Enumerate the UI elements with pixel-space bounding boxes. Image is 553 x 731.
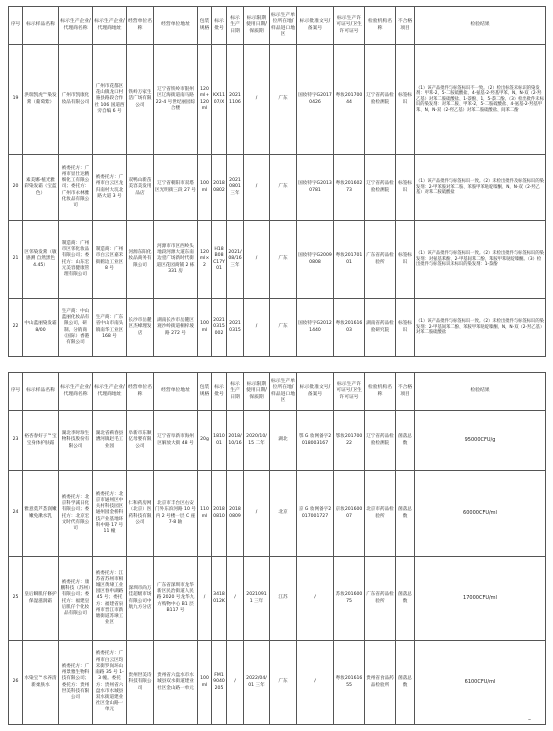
header-cell: 标示生产企业/代理商名称 bbox=[59, 7, 93, 45]
cell-expiry: / bbox=[244, 155, 270, 221]
cell-spec: 120ml+120ml bbox=[198, 45, 212, 155]
cell-name: 雅意莫芦荟润嫩嫩免漱水乳 bbox=[23, 471, 59, 557]
cell-license: 京妆20160007 bbox=[334, 471, 365, 557]
header-cell: 标示生产企业/代理商地址 bbox=[93, 373, 127, 411]
cell-expiry: 20210911 三年 bbox=[244, 557, 270, 641]
cell-no: 22 bbox=[9, 299, 23, 357]
header-cell: 标示限期使用日期/保质期 bbox=[244, 373, 270, 411]
cell-expiry: 2022/04/01 三年 bbox=[244, 641, 270, 725]
cell-date: 20210801 三年 bbox=[227, 155, 244, 221]
cell-lab: 辽宁省药品检验检测院 bbox=[365, 155, 396, 221]
header-cell: 不合格项目 bbox=[396, 373, 415, 411]
table-row bbox=[9, 641, 546, 725]
cell-shop: 河源东阳化妆品商务有限公司 bbox=[127, 221, 154, 299]
cell-maker: 制造商：广州市区邻化妆品有限公司；委托方：山东宏元美容健康管理有限公司 bbox=[59, 221, 93, 299]
cell-lab: 广东省药品检验所 bbox=[365, 221, 396, 299]
cell-approval: 国妆特字G20121440 bbox=[297, 299, 334, 357]
cell-batch: 181001 bbox=[212, 411, 227, 471]
cell-origin: 湖北 bbox=[270, 411, 297, 471]
cell-result: 95000CFU/g bbox=[415, 411, 546, 471]
cell-license: 粤妆20161603 bbox=[334, 299, 365, 357]
cell-license: 粤妆20161655 bbox=[334, 641, 365, 725]
cell-no: 19 bbox=[9, 45, 23, 155]
header-cell: 包装规格 bbox=[198, 373, 212, 411]
cell-maker: 生产商：中山蓝丽化妆品有限公司，研制、分销商（国际）香港有限公司 bbox=[59, 299, 93, 357]
cell-fail: 菌落总数 bbox=[396, 411, 415, 471]
header-cell: 标示生产单位所在地/样品进口地区 bbox=[270, 373, 297, 411]
header-cell: 标示生产许可证号/卫生许可证号 bbox=[334, 7, 365, 45]
cell-shop: 铁岭万家生活广场有限公司 bbox=[127, 45, 154, 155]
document-page-bottom bbox=[8, 372, 545, 727]
header-cell: 经营单位名称 bbox=[127, 373, 154, 411]
cell-origin: 广东 bbox=[270, 155, 297, 221]
table-row bbox=[9, 45, 546, 155]
cell-result: 6100CFU/ml bbox=[415, 641, 546, 725]
cell-lab: 北京市药品检验所 bbox=[365, 471, 396, 557]
cell-batch: 3418012K bbox=[212, 557, 227, 641]
cell-batch: 20180802 bbox=[212, 155, 227, 221]
cell-fail: 菌落总数 bbox=[396, 471, 415, 557]
cell-maker-addr: 制造商：广州市白云区嘉禾街鹤边工业区 8 号 bbox=[93, 221, 127, 299]
cell-name: 裕杏春好子™宝宝身体护肤霜 bbox=[23, 411, 59, 471]
table-row bbox=[9, 155, 546, 221]
header-cell: 检验结果 bbox=[415, 7, 546, 45]
header-cell: 经营单位名称 bbox=[127, 7, 154, 45]
cell-spec: 100ml bbox=[198, 641, 212, 725]
cell-shop: 长沙市岳麓区杰峰理发店 bbox=[127, 299, 154, 357]
table-header-row bbox=[9, 7, 546, 45]
header-cell: 标示生产日期 bbox=[227, 7, 244, 45]
cell-name: 区邻染发膏（敏感测 自然黑色 4.45） bbox=[23, 221, 59, 299]
cell-license: 粤妆20170044 bbox=[334, 45, 365, 155]
cell-fail: 标签标识 bbox=[396, 45, 415, 155]
cell-batch: FM19040205 bbox=[212, 641, 227, 725]
cell-license: 鄂妆20170022 bbox=[334, 411, 365, 471]
cell-date: 2018/10/16 bbox=[227, 411, 244, 471]
cell-maker: 被委托方：广州景雅生物科技有限公司；委托方：贵州世美科技有限公司 bbox=[59, 641, 93, 725]
cell-approval: 鄂 G 妆网备字2018003167 bbox=[297, 411, 334, 471]
cell-result: 60000CFU/ml bbox=[415, 471, 546, 557]
cell-fail: 标签标识 bbox=[396, 155, 415, 221]
header-cell: 经营单位地址 bbox=[154, 7, 198, 45]
cell-shop-addr: 广东省深圳市龙华新区民治街道人民路 2020 号龙华九方购物中心 B1 层 B117 号 bbox=[154, 557, 198, 641]
cell-name: 中山蓝丽染发霜 8/00 bbox=[23, 299, 59, 357]
cell-approval: 国妆特字G20130781 bbox=[297, 155, 334, 221]
cell-lab: 贵州省食品药品检验所 bbox=[365, 641, 396, 725]
header-cell: 标示样品名称 bbox=[23, 373, 59, 411]
cell-spec: 100ml bbox=[198, 299, 212, 357]
cell-result: （1）该产品批件与标签标识一致。（2）未检出批件及标签标识的染发剂：2-甲苯胺对苯二胺、苯胺甲苯哒啶嗪酮、N，N-双（2-羟乙基）对苯二胺硫酸盐 bbox=[415, 155, 546, 221]
cell-maker-addr: 被委托方：江苏省苏州市相城区黄埭工业园区春申湖路 45 号；委托方：福建省泉州市晋江市新塘街道苏埭工业区 bbox=[93, 557, 127, 641]
cell-maker-addr: 广州市花都区花山镇龙口村骆县路段合作社 106 国道西旁自编 6 号 bbox=[93, 45, 127, 155]
table-row bbox=[9, 471, 546, 557]
cell-maker: 被委托方：康鹏科技（苏州）有限公司；委托方：福建皇后肌仔个化妆品有限公司 bbox=[59, 557, 93, 641]
cell-expiry: / bbox=[244, 45, 270, 155]
header-cell: 检验机构名称 bbox=[365, 7, 396, 45]
cell-shop: 仁和药房网（北京）医药科技有限公司 bbox=[127, 471, 154, 557]
cell-origin: 北京 bbox=[270, 471, 297, 557]
cell-spec: 120ml×2 bbox=[198, 221, 212, 299]
cell-no: 20 bbox=[9, 155, 23, 221]
header-cell: 标示批号 bbox=[212, 373, 227, 411]
header-cell: 检验结果 bbox=[415, 373, 546, 411]
cell-origin: 广东 bbox=[270, 299, 297, 357]
header-cell: 序号 bbox=[9, 7, 23, 45]
cell-no: 21 bbox=[9, 221, 23, 299]
header-cell: 经营单位地址 bbox=[154, 373, 198, 411]
cell-spec: 100ml bbox=[198, 155, 212, 221]
cell-date: / bbox=[227, 557, 244, 641]
cell-result: （1）该产品批件与标签标识不一致。（2）检出标签未标识的染发剂：甲苯-2，5-二胺硫酸盐、4-氨基-2-羟基甲苯、N，N-双（2-羟乙基）对苯二胺硫酸盐、1-萘酚、1，5-萘二酚。（3）检出批件未标识的染发剂：对苯二胺、甲苯-2，5-二胺硫酸盐、4-氨基-2-羟基甲苯、N，N-双（2-羟乙基）对苯二胺硫酸盐、间苯二酚 bbox=[415, 45, 546, 155]
cell-shop-addr: 河源市市区西岭头地段河源大道东南边壹广场新时代街道区花园商铺 2 栋 331 房 bbox=[154, 221, 198, 299]
header-cell: 标示批号 bbox=[212, 7, 227, 45]
cell-date: 20210315 bbox=[227, 299, 244, 357]
cell-spec: 20g bbox=[198, 411, 212, 471]
cell-expiry: / bbox=[244, 471, 270, 557]
cell-lab: 辽宁省药品检验检测院 bbox=[365, 45, 396, 155]
cell-shop-addr: 贵州省六盘水市水城县双水街道建业社区金山路一单元 bbox=[154, 641, 198, 725]
cell-license: 粤妆20160273 bbox=[334, 155, 365, 221]
cell-expiry: 2020/10/15 二年 bbox=[244, 411, 270, 471]
cell-maker: 被委托方：广州市显仕达精细化工有限公司；委托方：广州市永林雅化妆品有限公司 bbox=[59, 155, 93, 221]
cell-approval: 国妆特字G20090808 bbox=[297, 221, 334, 299]
cell-batch: 20180810 bbox=[212, 471, 227, 557]
header-cell: 标示批准文号/备案号 bbox=[297, 373, 334, 411]
cell-batch: 20210315002 bbox=[212, 299, 227, 357]
page-gap bbox=[0, 358, 553, 372]
cell-name: 洪瑞凯虎™染发膏（葡萄紫） bbox=[23, 45, 59, 155]
cell-approval: / bbox=[297, 557, 334, 641]
cell-origin: 江苏 bbox=[270, 557, 297, 641]
inspection-table-bottom bbox=[8, 372, 546, 725]
cell-date: 2021/08/16 三年 bbox=[227, 221, 244, 299]
header-cell: 标示限期使用日期/保质期 bbox=[244, 7, 270, 45]
cell-origin: 广东 bbox=[270, 641, 297, 725]
cell-fail: 菌落总数 bbox=[396, 557, 415, 641]
cell-no: 23 bbox=[9, 411, 23, 471]
cell-shop-addr: 辽宁省朝阳市双塔区光明街三段 27 号 bbox=[154, 155, 198, 221]
cell-approval: 京 G 妆网备字2017001727 bbox=[297, 471, 334, 557]
cell-maker-addr: 生产商：广东省中山市南头镇南华工业区 168 号 bbox=[93, 299, 127, 357]
header-cell: 标示生产企业/代理商地址 bbox=[93, 7, 127, 45]
table-row bbox=[9, 557, 546, 641]
cell-approval: 国妆特字G20170426 bbox=[297, 45, 334, 155]
cell-maker: 湖北李时珍生物科技股份有限公司 bbox=[59, 411, 93, 471]
cell-date: 20180809 bbox=[227, 471, 244, 557]
header-cell: 包装规格 bbox=[198, 7, 212, 45]
header-cell: 标示生产单位所在地/样品进口地区 bbox=[270, 7, 297, 45]
cell-date: 20211106 bbox=[227, 45, 244, 155]
cell-expiry: / bbox=[244, 299, 270, 357]
cell-no: 24 bbox=[9, 471, 23, 557]
table-header-row bbox=[9, 373, 546, 411]
cell-lab: 辽宁省药品检验检测院 bbox=[365, 411, 396, 471]
cell-date: / bbox=[227, 641, 244, 725]
cell-maker: 广州市凯康化妆品有限公司 bbox=[59, 45, 93, 155]
cell-shop-addr: 湖南长沙市岳麓区观沙岭街道桐梓坡路 272 号 bbox=[154, 299, 198, 357]
table-row bbox=[9, 221, 546, 299]
cell-maker-addr: 被委托方：广州市白云区均禾街罗岗环山南路 35 号 1-3 幢。委托方：贵州省六盘水市水城县双水街道建业社区金山路一单元 bbox=[93, 641, 127, 725]
cell-shop-addr: 辽宁省阜新市海州区解放大街 48 号 bbox=[154, 411, 198, 471]
cell-license: 苏妆20160075 bbox=[334, 557, 365, 641]
cell-name: 水染宝™水养清新柔肤水 bbox=[23, 641, 59, 725]
cell-result: （1）该产品批件与标签标识一致。（2）未检出批件与标签标识的染发剂：2-甲基间苯二酚、苯胺甲苯哒啶嗪酮、N，N-双（2-羟乙基）对苯二胺硫酸盐 bbox=[415, 299, 546, 357]
table-row bbox=[9, 411, 546, 471]
cell-expiry: / bbox=[244, 221, 270, 299]
cell-name: 皇后瞬肌仔修护保湿滋润霜 bbox=[23, 557, 59, 641]
cell-spec: / bbox=[198, 557, 212, 641]
cell-maker: 被委托方：北京科学减日化有限公司；委托方：北京宏文时代有限公司 bbox=[59, 471, 93, 557]
header-cell: 标示生产企业/代理商名称 bbox=[59, 373, 93, 411]
cell-maker-addr: 被委托方：北京市通州区中关村科技园区通州园金桥科技产业基地环科中路 17 号 11 幢 bbox=[93, 471, 127, 557]
header-cell: 标示生产许可证号/卫生许可证号 bbox=[334, 373, 365, 411]
cell-shop: 贵州世美诗科技有限公司 bbox=[127, 641, 154, 725]
cell-origin: 广东 bbox=[270, 221, 297, 299]
header-cell: 标示生产日期 bbox=[227, 373, 244, 411]
cell-lab: 广东省药品检验所 bbox=[365, 557, 396, 641]
cell-no: 25 bbox=[9, 557, 23, 641]
cell-result: 17000CFU/ml bbox=[415, 557, 546, 641]
cell-result: （1）该产品批件与标签标识一致。（2）未检出批件与标签标识的染发剂：对氨基苯酚、2-甲基间苯二酚、苯胺甲苯哒啶嗪酮。（3）检出批件与标签标识未标识的染发剂：1-萘酚 bbox=[415, 221, 546, 299]
cell-batch: H18B08C17Y01 bbox=[212, 221, 227, 299]
corner-mark: – bbox=[528, 716, 531, 723]
cell-no: 26 bbox=[9, 641, 23, 725]
cell-maker-addr: 被委托方：广州市白云区龙归南村大坑北路大道 3 号 bbox=[93, 155, 127, 221]
header-cell: 标示样品名称 bbox=[23, 7, 59, 45]
cell-maker-addr: 湖北省蕲春县漕河镇赵毛工业园 bbox=[93, 411, 127, 471]
cell-fail: 标签标识 bbox=[396, 221, 415, 299]
cell-lab: 湖南省药品检验研究院 bbox=[365, 299, 396, 357]
cell-origin: 广东 bbox=[270, 45, 297, 155]
cell-fail: 标签标识 bbox=[396, 299, 415, 357]
cell-shop-addr: 北京市丰台区右安门外东滨河路 10 号内 2 号楼一层 C 座 7-8 轴 bbox=[154, 471, 198, 557]
cell-shop: 阜新市东顺亿母婴有限公司 bbox=[127, 411, 154, 471]
inspection-table-top bbox=[8, 6, 546, 357]
cell-shop: 双鸭山新苗美容美发用品店 bbox=[127, 155, 154, 221]
header-cell: 不合格项目 bbox=[396, 7, 415, 45]
cell-spec: 110ml bbox=[198, 471, 212, 557]
cell-batch: KX1107/X bbox=[212, 45, 227, 155]
table-row bbox=[9, 299, 546, 357]
cell-approval: / bbox=[297, 641, 334, 725]
header-cell: 标示批准文号/备案号 bbox=[297, 7, 334, 45]
cell-fail: 菌落总数 bbox=[396, 641, 415, 725]
cell-name: 素美娜·植光雅彩染发霜（宝蓝色） bbox=[23, 155, 59, 221]
cell-shop: 深圳市尚万佳超级市场有限公司中航九方分店 bbox=[127, 557, 154, 641]
cell-license: 粤妆20170101 bbox=[334, 221, 365, 299]
document-page-top bbox=[8, 6, 545, 358]
header-cell: 检验机构名称 bbox=[365, 373, 396, 411]
header-cell: 序号 bbox=[9, 373, 23, 411]
cell-shop-addr: 辽宁省铁岭市银州区辽海街道南马路 22-4 号世纪丽园综合楼 bbox=[154, 45, 198, 155]
